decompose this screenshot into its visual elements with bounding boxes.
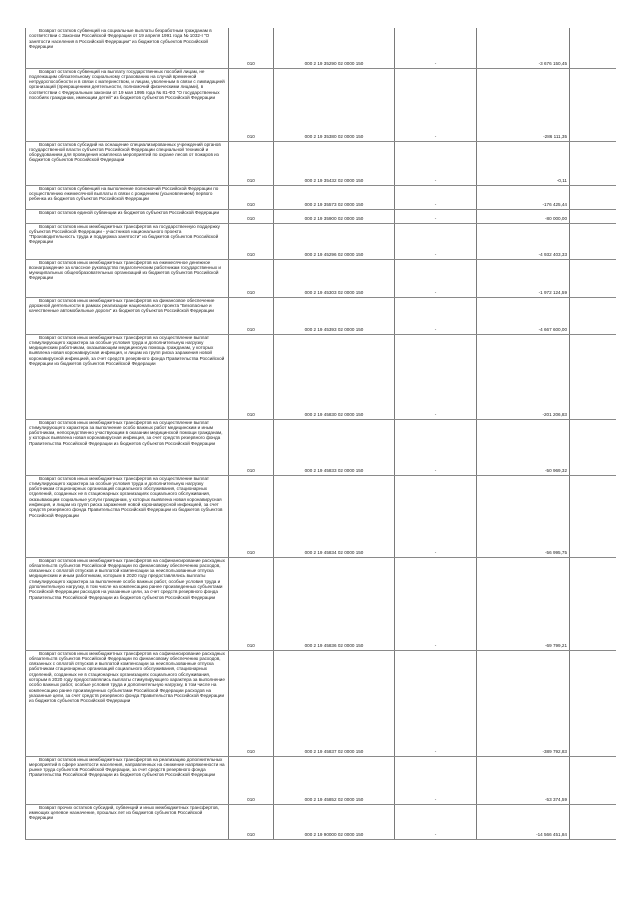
row-dash-cell: - xyxy=(395,804,477,839)
row-dash-cell: - xyxy=(395,259,477,297)
row-dash-cell: - xyxy=(395,209,477,223)
row-name-cell: Возврат остатков субвенций на выплату государственных пособий лицам, не подлежащим обязательному социальному страхованию на случай временной нетрудоспособности и в связи с материнством, и лицам, уволенным в связи с ликвидацией организаций (прекращением деятельности, полномочий физическими лицами), в соответствии с Федеральным законом от 19 мая 1995 года № 81-ФЗ "О государственных пособиях гражданам, имеющим детей" из бюджетов субъектов Российской Федерации xyxy=(26,68,229,141)
row-dash-cell: - xyxy=(395,756,477,804)
row-kbk-cell: 000 2 19 45834 02 0000 150 xyxy=(274,475,395,557)
row-dash-cell: - xyxy=(395,334,477,419)
row-name-cell: Возврат прочих остатков субсидий, субвенций и иных межбюджетных трансфертов, имеющих целевое назначение, прошлых лет из бюджетов субъектов Российской Федерации xyxy=(26,804,229,839)
row-amount-cell: -80 000,00 xyxy=(477,209,570,223)
row-amount-cell: -4 932 403,33 xyxy=(477,223,570,259)
row-amount-cell: -50 969,32 xyxy=(477,419,570,475)
row-amount-cell: -389 792,83 xyxy=(477,650,570,756)
table-row xyxy=(26,223,616,259)
table-row xyxy=(26,475,616,557)
row-code-cell: 010 xyxy=(229,557,274,650)
table-row xyxy=(26,185,616,209)
row-empty-cell xyxy=(570,209,616,223)
row-amount-cell: -286 111,35 xyxy=(477,68,570,141)
row-name-cell: Возврат остатков иных межбюджетных трансфертов на финансовое обеспечение дорожной деятельности в рамках реализации национального проекта "Безопасные и качественные автомобильные дороги" из бюджетов субъектов Российской Федерации xyxy=(26,297,229,334)
row-code-cell: 010 xyxy=(229,475,274,557)
table-row xyxy=(26,141,616,185)
row-name-cell: Возврат остатков субвенций на выполнение полномочий Российской Федерации по осуществлению ежемесячной выплаты в связи с рождением (усыновлением) первого ребенка из бюджетов субъектов Российской Федерации xyxy=(26,185,229,209)
row-kbk-cell: 000 2 19 35290 02 0000 150 xyxy=(274,28,395,68)
row-code-cell: 010 xyxy=(229,209,274,223)
row-dash-cell: - xyxy=(395,419,477,475)
row-name-cell: Возврат остатков субсидий на оснащение специализированных учреждений органов государственной власти субъектов Российской Федерации специальной техникой и оборудованием для проведения комплекса мероприятий по охране лесов от пожаров из бюджетов субъектов Российской Федерации xyxy=(26,141,229,185)
table-row xyxy=(26,68,616,141)
row-dash-cell: - xyxy=(395,297,477,334)
row-kbk-cell: 000 2 19 45833 02 0000 150 xyxy=(274,419,395,475)
row-empty-cell xyxy=(570,557,616,650)
row-kbk-cell: 000 2 19 45852 02 0000 150 xyxy=(274,756,395,804)
table-row xyxy=(26,804,616,839)
row-amount-cell: -176 425,44 xyxy=(477,185,570,209)
row-kbk-cell: 000 2 19 35573 02 0000 150 xyxy=(274,185,395,209)
row-kbk-cell: 000 2 19 45830 02 0000 150 xyxy=(274,334,395,419)
row-kbk-cell: 000 2 19 45393 02 0000 150 xyxy=(274,297,395,334)
row-kbk-cell: 000 2 19 45303 02 0000 150 xyxy=(274,259,395,297)
row-code-cell: 010 xyxy=(229,28,274,68)
row-amount-cell: -53 374,59 xyxy=(477,756,570,804)
row-code-cell: 010 xyxy=(229,259,274,297)
report-sheet xyxy=(25,28,615,840)
row-empty-cell xyxy=(570,28,616,68)
row-code-cell: 010 xyxy=(229,804,274,839)
row-dash-cell: - xyxy=(395,223,477,259)
row-kbk-cell: 000 2 19 90000 02 0000 150 xyxy=(274,804,395,839)
row-code-cell: 010 xyxy=(229,68,274,141)
row-code-cell: 010 xyxy=(229,419,274,475)
row-code-cell: 010 xyxy=(229,650,274,756)
row-code-cell: 010 xyxy=(229,297,274,334)
row-empty-cell xyxy=(570,223,616,259)
row-name-cell: Возврат остатков единой субвенции из бюджетов субъектов Российской Федерации xyxy=(26,209,229,223)
row-empty-cell xyxy=(570,650,616,756)
row-dash-cell: - xyxy=(395,141,477,185)
row-dash-cell: - xyxy=(395,68,477,141)
row-code-cell: 010 xyxy=(229,334,274,419)
row-amount-cell: -0,11 xyxy=(477,141,570,185)
row-name-cell: Возврат остатков иных межбюджетных трансфертов на осуществление выплат стимулирующего характера за выполнение особо важных работ медицинским и иным работникам, непосредственно участвующим в оказании медицинской помощи гражданам, у которых выявлена новая коронавирусная инфекция, за счет средств резервного фонда Правительства Российской Федерации из бюджетов субъектов Российской Федерации xyxy=(26,419,229,475)
row-name-cell: Возврат остатков иных межбюджетных трансфертов на софинансирование расходных обязательств субъектов Российской Федерации по финансовому обеспечению расходов, связанных с оплатой отпусков и выплатой компенсации за неиспользованные отпуска работникам стационарных организаций социального обслуживания, стационарных отделений, созданных не в стационарных организациях социального обслуживания, которым в 2020 году предоставлялись выплаты стимулирующего характера за выполнение особо важных работ, особые условия труда и дополнительную нагрузку, в том числе на компенсацию ранее произведенных субъектами Российской Федерации расходов на указанные цели, за счет средств резервного фонда Правительства Российской Федерации из бюджетов субъектов Российской Федерации xyxy=(26,650,229,756)
row-name-cell: Возврат остатков иных межбюджетных трансфертов на государственную поддержку субъектов Российской Федерации - участников национального проекта "Производительность труда и поддержка занятости" из бюджетов субъектов Российской Федерации xyxy=(26,223,229,259)
row-dash-cell: - xyxy=(395,650,477,756)
row-code-cell: 010 xyxy=(229,223,274,259)
row-empty-cell xyxy=(570,68,616,141)
row-name-cell: Возврат остатков иных межбюджетных трансфертов на реализацию дополнительных мероприятий в сфере занятости населения, направленных на снижение напряженности на рынке труда субъектов Российской Федерации, за счет средств резервного фонда Правительства Российской Федерации из бюджетов субъектов Российской Федерации xyxy=(26,756,229,804)
returns-table xyxy=(25,28,616,840)
row-kbk-cell: 000 2 19 35380 02 0000 150 xyxy=(274,68,395,141)
row-kbk-cell: 000 2 19 35900 02 0000 150 xyxy=(274,209,395,223)
row-kbk-cell: 000 2 19 45836 02 0000 150 xyxy=(274,557,395,650)
row-amount-cell: -1 972 124,59 xyxy=(477,259,570,297)
row-amount-cell: -201 206,83 xyxy=(477,334,570,419)
row-empty-cell xyxy=(570,475,616,557)
table-row xyxy=(26,28,616,68)
row-amount-cell: -56 995,75 xyxy=(477,475,570,557)
row-empty-cell xyxy=(570,419,616,475)
row-code-cell: 010 xyxy=(229,756,274,804)
table-row xyxy=(26,650,616,756)
row-name-cell: Возврат остатков субвенций на социальные выплаты безработным гражданам в соответствии с Законом Российской Федерации от 19 апреля 1991 года № 1032-I "О занятости населения в Российской Федерации" из бюджетов субъектов Российской Федерации xyxy=(26,28,229,68)
row-name-cell: Возврат остатков иных межбюджетных трансфертов на осуществление выплат стимулирующего характера за особые условия труда и дополнительную нагрузку медицинским работникам, оказывающим медицинскую помощь гражданам, у которых выявлена новая коронавирусная инфекция, и лицам из групп риска заражения новой коронавирусной инфекцией, за счет средств резервного фонда Правительства Российской Федерации из бюджетов субъектов Российской Федерации xyxy=(26,334,229,419)
row-dash-cell: - xyxy=(395,28,477,68)
row-dash-cell: - xyxy=(395,557,477,650)
table-row xyxy=(26,297,616,334)
row-empty-cell xyxy=(570,756,616,804)
row-dash-cell: - xyxy=(395,475,477,557)
row-amount-cell: -69 799,21 xyxy=(477,557,570,650)
row-empty-cell xyxy=(570,334,616,419)
row-kbk-cell: 000 2 19 45837 02 0000 150 xyxy=(274,650,395,756)
row-amount-cell: -14 566 451,84 xyxy=(477,804,570,839)
row-empty-cell xyxy=(570,297,616,334)
table-row xyxy=(26,756,616,804)
row-kbk-cell: 000 2 19 45296 02 0000 150 xyxy=(274,223,395,259)
row-name-cell: Возврат остатков иных межбюджетных трансфертов на софинансирование расходных обязательств субъектов Российской Федерации по финансовому обеспечению расходов, связанных с оплатой отпусков и выплатой компенсации за неиспользованные отпуска медицинским и иным работникам, которым в 2020 году предоставлялись выплаты стимулирующего характера за выполнение особо важных работ, особые условия труда и дополнительную нагрузку, в том числе на компенсацию ранее произведенных субъектами Российской Федерации расходов на указанные цели, за счет средств резервного фонда Правительства Российской Федерации из бюджетов субъектов Российской Федерации xyxy=(26,557,229,650)
row-empty-cell xyxy=(570,259,616,297)
row-amount-cell: -4 667 600,00 xyxy=(477,297,570,334)
row-name-cell: Возврат остатков иных межбюджетных трансфертов на осуществление выплат стимулирующего характера за особые условия труда и дополнительную нагрузку работникам стационарных организаций социального обслуживания, стационарных отделений, созданных не в стационарных организациях социального обслуживания, оказывающим социальные услуги гражданам, у которых выявлена новая коронавирусная инфекция, и лицам из групп риска заражения новой коронавирусной инфекцией, за счет средств резервного фонда Правительства Российской Федерации из бюджетов субъектов Российской Федерации xyxy=(26,475,229,557)
table-row xyxy=(26,209,616,223)
row-empty-cell xyxy=(570,804,616,839)
row-code-cell: 010 xyxy=(229,185,274,209)
table-row xyxy=(26,334,616,419)
row-name-cell: Возврат остатков иных межбюджетных трансфертов на ежемесячное денежное вознаграждение за классное руководство педагогическим работникам государственных и муниципальных общеобразовательных организаций из бюджетов субъектов Российской Федерации xyxy=(26,259,229,297)
row-empty-cell xyxy=(570,185,616,209)
row-kbk-cell: 000 2 19 35432 02 0000 150 xyxy=(274,141,395,185)
row-amount-cell: -3 676 150,45 xyxy=(477,28,570,68)
row-empty-cell xyxy=(570,141,616,185)
table-row xyxy=(26,419,616,475)
row-code-cell: 010 xyxy=(229,141,274,185)
row-dash-cell: - xyxy=(395,185,477,209)
table-row xyxy=(26,259,616,297)
table-row xyxy=(26,557,616,650)
